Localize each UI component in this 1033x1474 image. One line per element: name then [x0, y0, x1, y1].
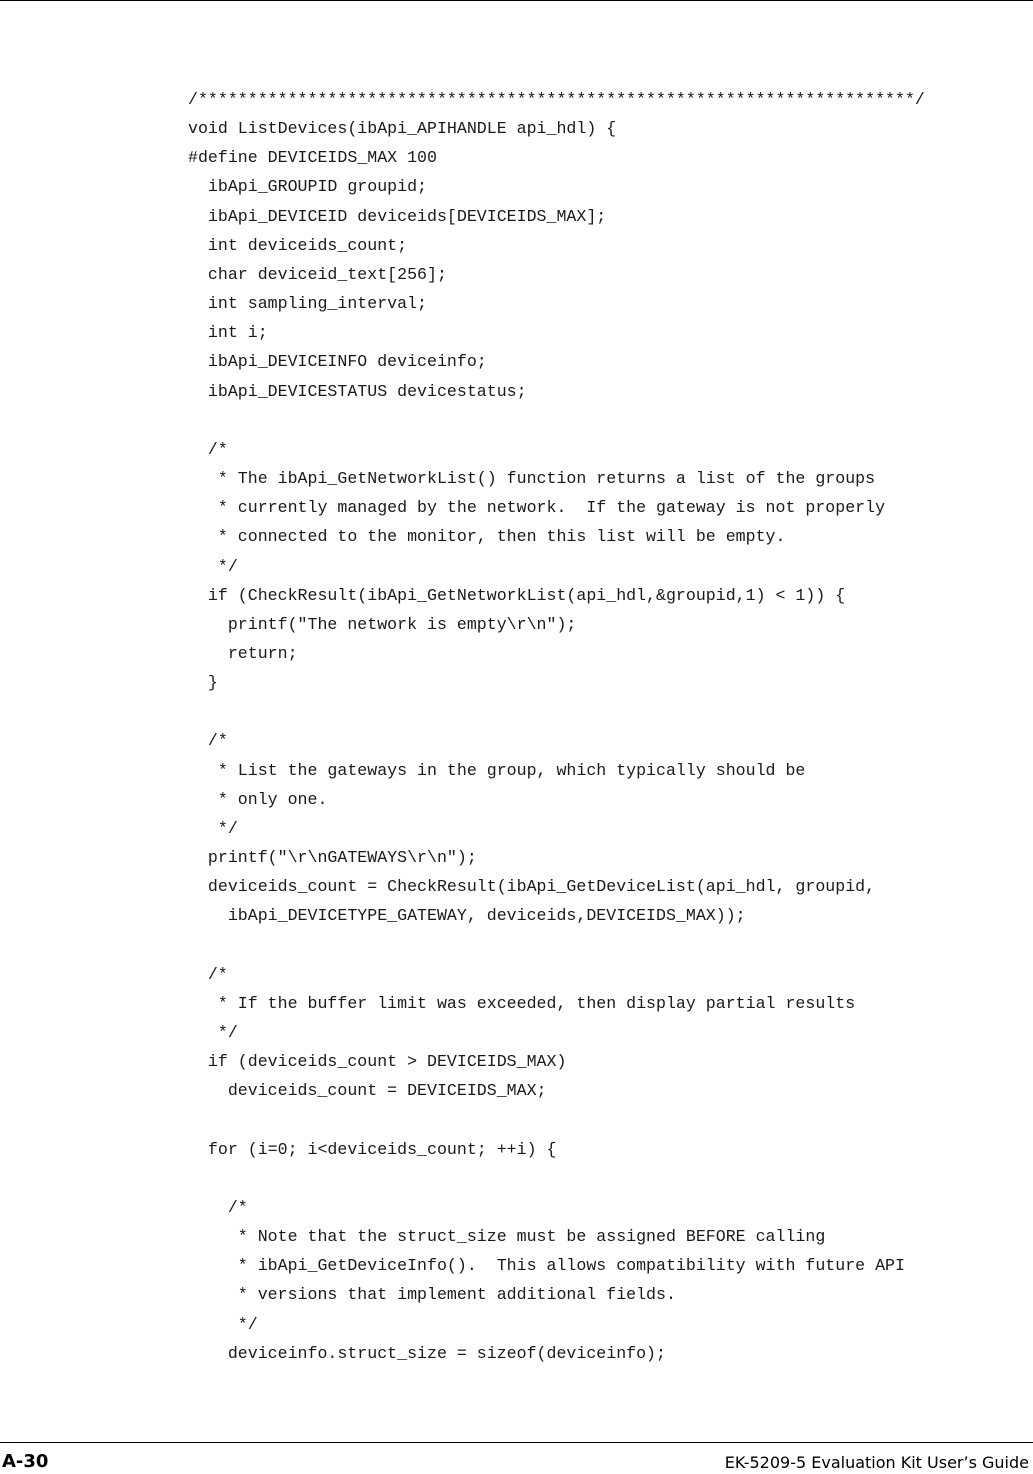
code-line: * Note that the struct_size must be assigned BEFORE calling — [188, 1227, 826, 1247]
code-line: * only one. — [188, 789, 328, 809]
code-line: * versions that implement additional fields. — [188, 1285, 676, 1305]
code-line: int sampling_interval; — [188, 294, 427, 314]
code-line: */ — [188, 556, 238, 576]
code-line: return; — [188, 643, 298, 663]
code-line: printf("The network is empty\r\n"); — [188, 614, 577, 634]
code-line: */ — [188, 1314, 258, 1334]
code-line — [188, 697, 925, 726]
code-line: deviceinfo.struct_size = sizeof(deviceinfo); — [188, 1343, 666, 1363]
code-line: * List the gateways in the group, which typically should be — [188, 760, 806, 780]
code-line: printf("\r\nGATEWAYS\r\n"); — [188, 848, 477, 868]
guide-title: EK-5209-5 Evaluation Kit User’s Guide — [724, 1453, 1029, 1472]
page-number: A-30 — [2, 1451, 49, 1472]
code-line: #define DEVICEIDS_MAX 100 — [188, 148, 437, 168]
code-line: /* — [188, 964, 228, 984]
footer-rule — [0, 1442, 1033, 1443]
code-line: * connected to the monitor, then this list will be empty. — [188, 527, 786, 547]
code-line: } — [188, 673, 218, 693]
code-line: ibApi_DEVICEID deviceids[DEVICEIDS_MAX]; — [188, 206, 607, 226]
code-line: ibApi_DEVICEINFO deviceinfo; — [188, 352, 487, 372]
code-line: /* — [188, 439, 228, 459]
code-line: if (deviceids_count > DEVICEIDS_MAX) — [188, 1052, 567, 1072]
code-line: void ListDevices(ibApi_APIHANDLE api_hdl) { — [188, 119, 617, 139]
code-listing — [188, 85, 925, 1368]
code-line — [188, 931, 925, 960]
code-line: int deviceids_count; — [188, 235, 408, 255]
code-line: char deviceid_text[256]; — [188, 264, 447, 284]
code-line: /************************************************************************/ — [188, 90, 925, 109]
code-line: ibApi_DEVICESTATUS devicestatus; — [188, 381, 527, 401]
code-line: */ — [188, 1023, 238, 1042]
code-line: deviceids_count = DEVICEIDS_MAX; — [188, 1081, 547, 1101]
code-line: for (i=0; i<deviceids_count; ++i) { — [188, 1139, 557, 1159]
code-line: * currently managed by the network. If the gateway is not properly — [188, 498, 886, 518]
code-line: if (CheckResult(ibApi_GetNetworkList(api_hdl,&groupid,1) < 1)) { — [188, 585, 846, 605]
code-line: * If the buffer limit was exceeded, then display partial results — [188, 993, 856, 1013]
code-line: */ — [188, 818, 238, 838]
code-line: * The ibApi_GetNetworkList() function returns a list of the groups — [188, 469, 876, 489]
code-line: ibApi_GROUPID groupid; — [188, 177, 427, 197]
code-line: * ibApi_GetDeviceInfo(). This allows compatibility with future API — [188, 1256, 905, 1276]
code-line: deviceids_count = CheckResult(ibApi_GetDeviceList(api_hdl, groupid, — [188, 877, 876, 897]
code-line: /* — [188, 731, 228, 751]
code-line: /* — [188, 1197, 248, 1217]
code-line — [188, 1164, 925, 1193]
header-rule — [0, 0, 1033, 1]
code-line: ibApi_DEVICETYPE_GATEWAY, deviceids,DEVICEIDS_MAX)); — [188, 906, 746, 926]
code-line: int i; — [188, 323, 268, 343]
code-line — [188, 406, 925, 435]
code-line — [188, 1105, 925, 1134]
